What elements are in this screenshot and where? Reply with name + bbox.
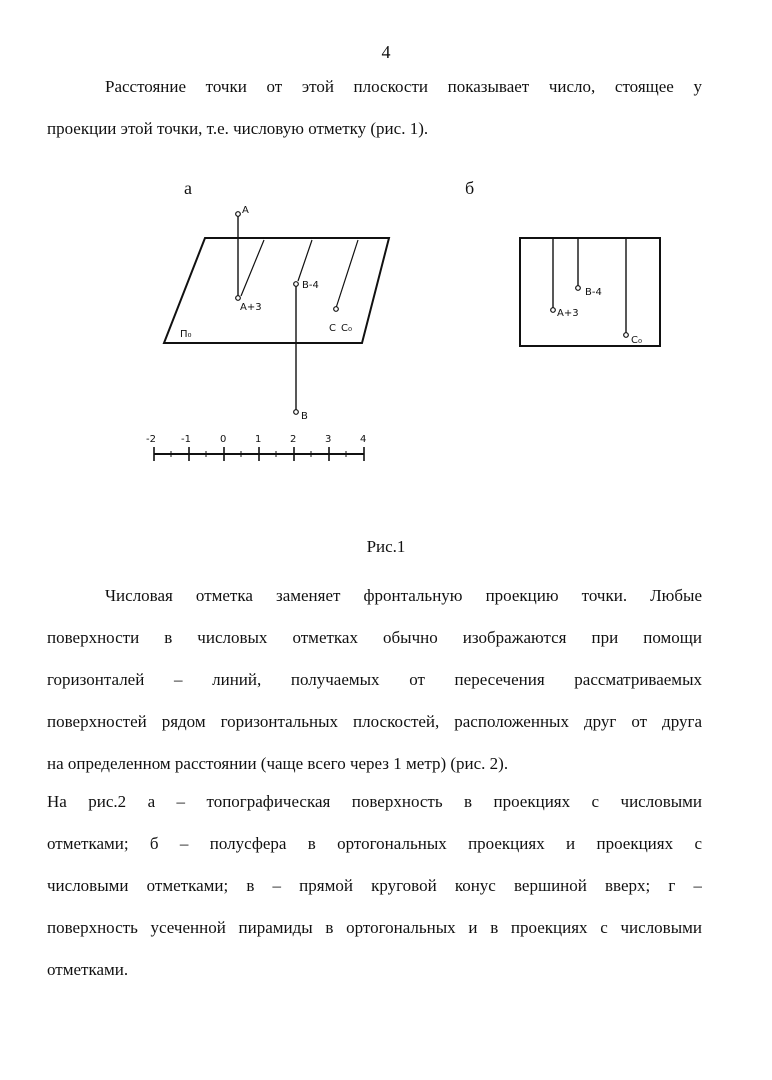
text-line: отметками. [47, 960, 129, 979]
scale-tick-label: 4 [360, 434, 367, 445]
plane-line [336, 240, 358, 308]
page-number: 4 [381, 42, 391, 62]
paragraph-main [47, 575, 702, 785]
scale-tick-label: 2 [290, 434, 297, 445]
text-line: проекции этой точки, т.е. числовую отметку (рис. 1). [47, 119, 429, 138]
label-c0-plan: C₀ [631, 335, 642, 346]
point-c [334, 307, 339, 312]
point-a-projection [236, 296, 241, 301]
scale-tick-label: -2 [146, 434, 156, 445]
label-b: B [301, 411, 308, 422]
text-line: на определенном расстоянии (чаще всего через 1 метр) (рис. 2). [47, 754, 509, 773]
text-line: отметками; б – полусфера в ортогональных проекциях и проекциях с [47, 834, 702, 853]
label-c0: C₀ [341, 323, 352, 334]
figure-1-drawing [0, 0, 772, 520]
point-b-plan [576, 286, 581, 291]
text-line: поверхностей рядом горизонтальных плоскостей, расположенных друг от друга [47, 712, 702, 731]
scale-tick-label: -1 [181, 434, 191, 445]
text-line: горизонталей – линий, получаемых от пересечения рассматриваемых [47, 670, 702, 689]
label-b4-plan: B-4 [585, 287, 602, 298]
panel-label-b: б [465, 178, 475, 198]
paragraph-figure-2 [47, 781, 702, 991]
label-a: A [242, 205, 249, 216]
plane-p0 [164, 238, 389, 343]
text-line: Расстояние точки от этой плоскости показывает число, стоящее у [105, 77, 702, 96]
panel-label-a: а [184, 178, 192, 198]
scale-tick-label: 3 [325, 434, 332, 445]
point-b-projection [294, 282, 299, 287]
label-a3: A+3 [240, 302, 262, 313]
plane-line [241, 240, 264, 296]
text-line: Числовая отметка заменяет фронтальную проекцию точки. Любые [105, 586, 702, 605]
text-line: На рис.2 а – топографическая поверхность в проекциях с числовыми [47, 792, 702, 811]
label-plane: П₀ [180, 329, 192, 340]
text-line: поверхности в числовых отметках обычно изображаются при помощи [47, 628, 702, 647]
text-line: числовыми отметками; в – прямой круговой конус вершиной вверх; г – [47, 876, 702, 895]
label-a3-plan: A+3 [557, 308, 579, 319]
point-a-plan [551, 308, 556, 313]
scale-tick-label: 1 [255, 434, 262, 445]
point-b [294, 410, 299, 415]
text-line: поверхность усеченной пирамиды в ортогональных и в проекциях с числовыми [47, 918, 702, 937]
point-a [236, 212, 241, 217]
point-c-plan [624, 333, 629, 338]
plane-line [298, 240, 312, 281]
label-b4: B-4 [302, 280, 319, 291]
scale-tick-label: 0 [220, 434, 227, 445]
label-c: C [329, 323, 336, 334]
figure-caption: Рис.1 [366, 537, 406, 556]
scale-bar [154, 447, 364, 461]
